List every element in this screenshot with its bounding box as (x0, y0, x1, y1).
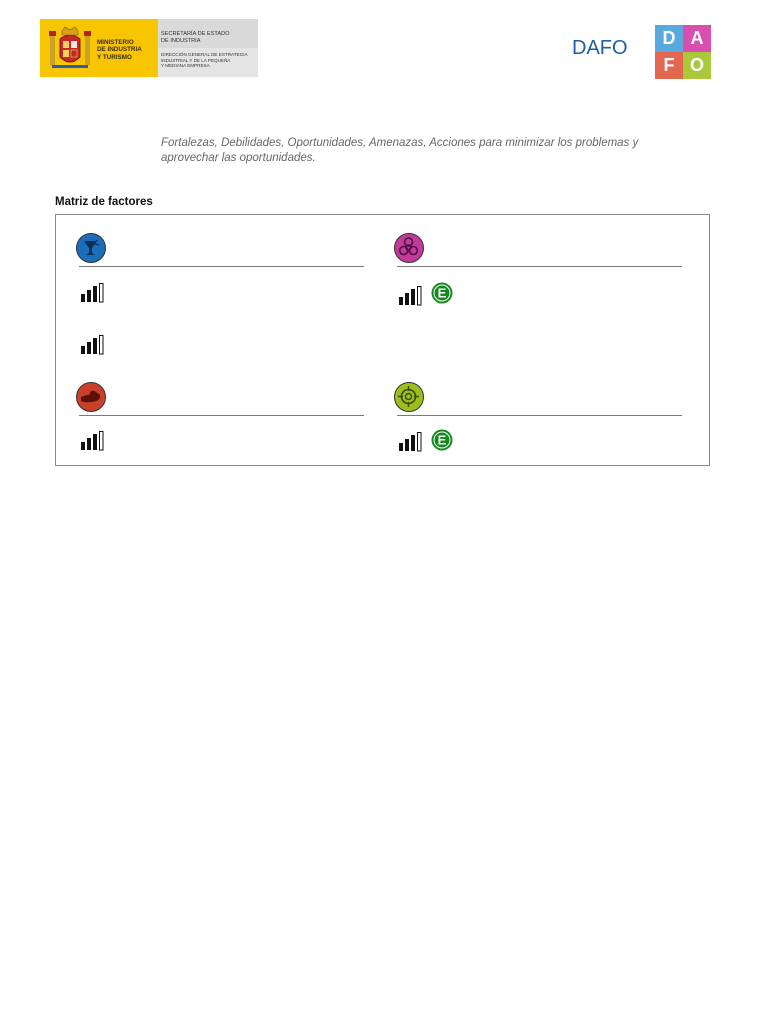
dafo-logo-letter-d: D (655, 25, 683, 52)
signal-icon (81, 283, 107, 303)
signal-icon (399, 286, 425, 306)
direccion-general-text: DIRECCIÓN GENERAL DE ESTRATEGIA INDUSTRIAL Y DE LA PEQUEÑA Y MEDIANA EMPRESA (161, 52, 248, 69)
dafo-logo-letter-o: O (683, 52, 711, 79)
ministry-logo-grey-panel (158, 19, 258, 77)
intro-text: Fortalezas, Debilidades, Oportunidades, Amenazas, Acciones para minimizar los problemas y aprovechar las oportunidades. (161, 137, 639, 164)
document-title: DAFO (572, 37, 628, 59)
ministry-logo-yellow-panel (40, 19, 158, 77)
section-title: Matriz de factores (55, 196, 153, 208)
quadrant-amenazas-header (397, 232, 682, 267)
biohazard-icon (394, 233, 424, 263)
ministry-name: MINISTERIO DE INDUSTRIA Y TURISMO (97, 39, 142, 61)
quadrant-debilidades-header (79, 232, 364, 267)
dafo-logo-letter-f: F (655, 52, 683, 79)
ministry-logo (40, 19, 258, 77)
signal-icon (81, 335, 107, 355)
signal-icon (399, 432, 425, 452)
e-badge-icon (431, 282, 453, 304)
factor-matrix (55, 214, 710, 466)
quadrant-fortalezas-header (79, 381, 364, 416)
flexed-arm-icon (76, 382, 106, 412)
secretaria-text: SECRETARÍA DE ESTADO DE INDUSTRIA (161, 31, 230, 44)
e-badge-icon (431, 429, 453, 451)
broken-glass-icon (76, 233, 106, 263)
target-icon (394, 382, 424, 412)
e-badge-letter: E (437, 432, 447, 448)
dafo-logo (655, 25, 711, 79)
coat-of-arms-icon (48, 25, 92, 71)
quadrant-oportunidades-header (397, 381, 682, 416)
e-badge-letter: E (437, 285, 447, 301)
dafo-logo-letter-a: A (683, 25, 711, 52)
signal-icon (81, 431, 107, 451)
